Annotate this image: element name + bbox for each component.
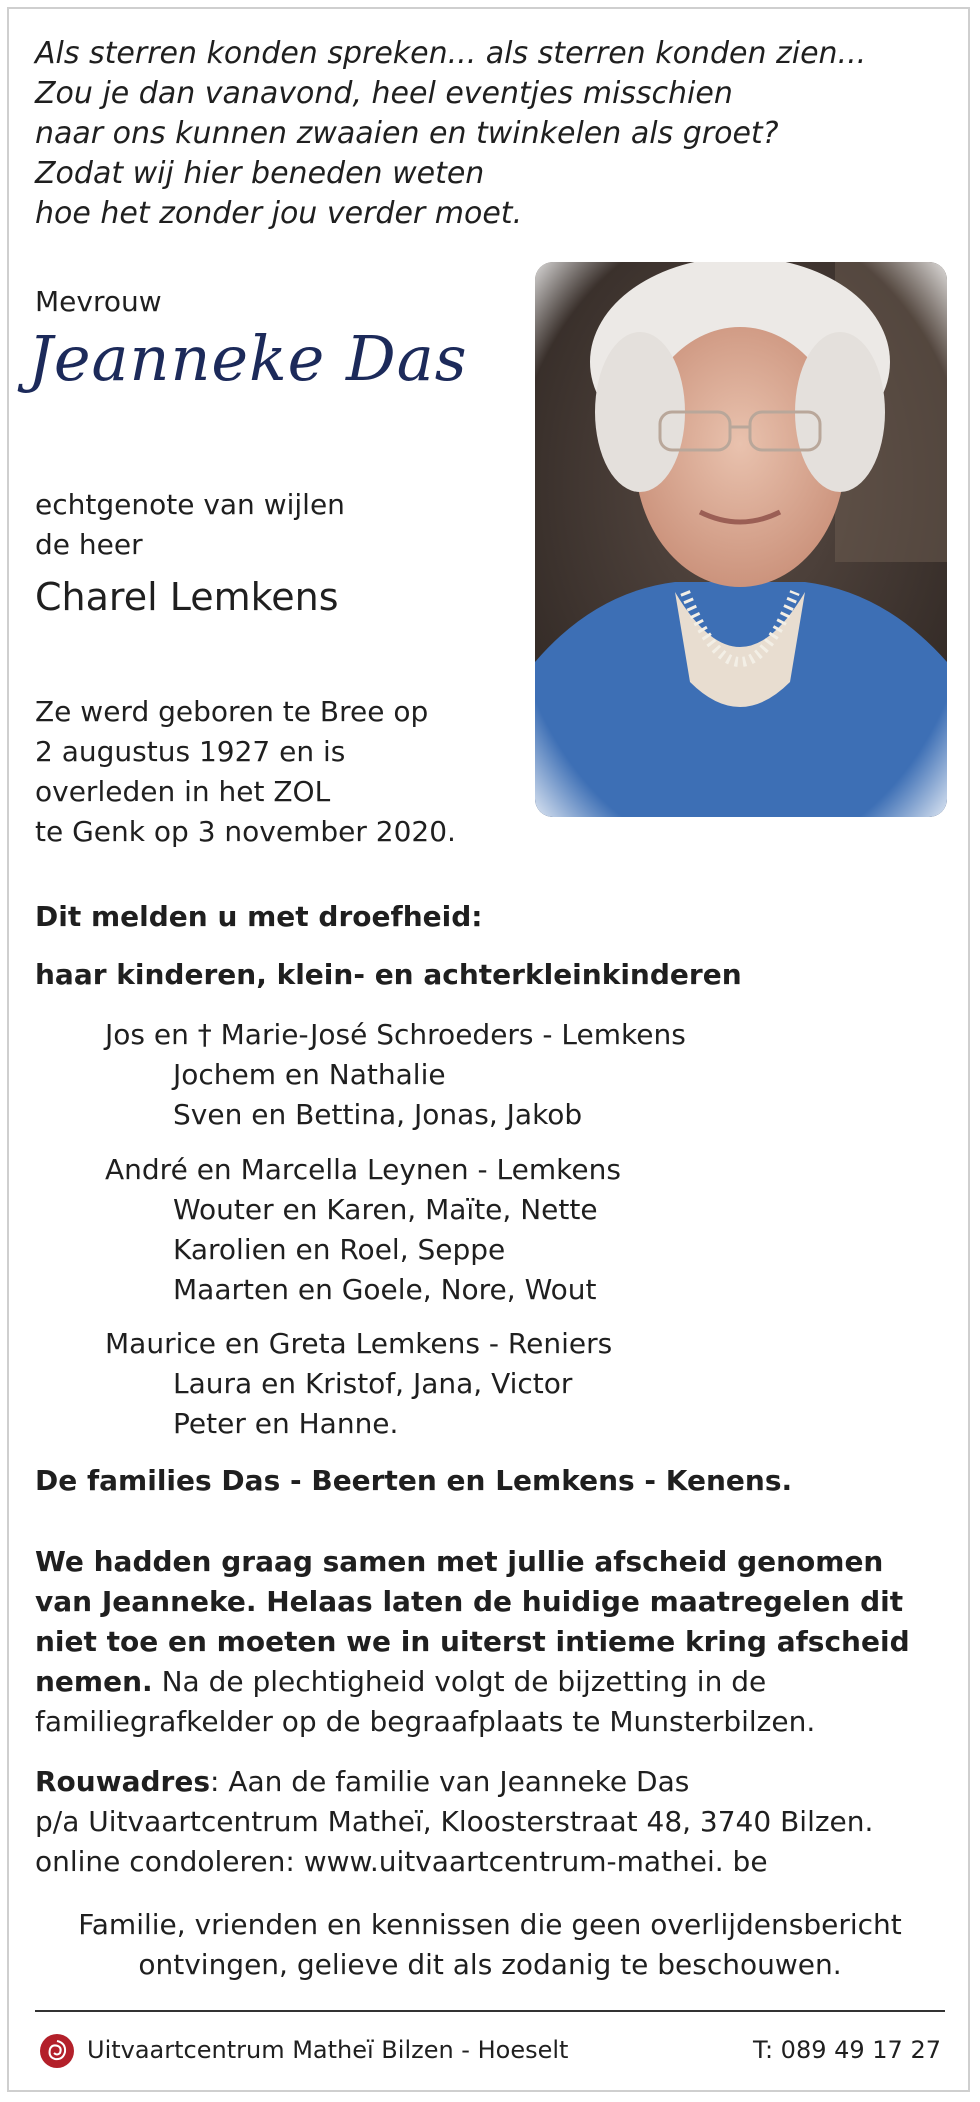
portrait-photo: [535, 262, 947, 817]
mourning-address: [35, 1762, 955, 1882]
poem-line: naar ons kunnen zwaaien en twinkelen als groet?: [35, 116, 779, 151]
farewell-message-bold: We hadden graag samen met jullie afscheid genomen van Jeanneke. Helaas laten de huidige maatregelen dit niet toe en moeten we in uiterst intieme kring afscheid nemen.: [35, 1545, 910, 1698]
other-families: De families Das - Beerten en Lemkens - Kenens.: [35, 1464, 793, 1497]
family-member: Peter en Hanne.: [173, 1407, 399, 1440]
family-member: Sven en Bettina, Jonas, Jakob: [173, 1098, 583, 1131]
spouse-intro-line: echtgenote van wijlen: [35, 488, 345, 521]
family-member: Jochem en Nathalie: [173, 1058, 446, 1091]
address-line: p/a Uitvaartcentrum Matheï, Kloosterstraat 48, 3740 Bilzen.: [35, 1805, 874, 1838]
farewell-message-normal: Na de plechtigheid volgt de bijzetting in de familiegrafkelder op de begraafplaats te Munsterbilzen.: [35, 1665, 816, 1738]
family-head: Jos en † Marie-José Schroeders - Lemkens: [105, 1018, 686, 1051]
children-heading: haar kinderen, klein- en achterkleinkinderen: [35, 958, 742, 991]
farewell-message: [35, 1542, 950, 1742]
birth-death-line: te Genk op 3 november 2020.: [35, 815, 456, 848]
poem: [35, 34, 935, 234]
poem-line: hoe het zonder jou verder moet.: [35, 196, 523, 231]
family-head: André en Marcella Leynen - Lemkens: [105, 1153, 621, 1186]
footer: [35, 2030, 945, 2074]
family-member: Laura en Kristof, Jana, Victor: [173, 1367, 573, 1400]
family-group: [35, 1150, 935, 1310]
spouse-intro-line: de heer: [35, 528, 143, 561]
condolence-link[interactable]: online condoleren: www.uitvaartcentrum-mathei. be: [35, 1845, 768, 1878]
birth-death-line: Ze werd geboren te Bree op: [35, 695, 429, 728]
poem-line: Als sterren konden spreken... als sterren konden zien...: [35, 36, 867, 71]
spouse-intro: [35, 485, 345, 565]
birth-death-line: overleden in het ZOL: [35, 775, 331, 808]
company-name: Uitvaartcentrum Matheï Bilzen - Hoeselt: [87, 2036, 569, 2064]
rose-logo-icon: [39, 2033, 75, 2069]
spouse-name: Charel Lemkens: [35, 575, 339, 619]
announcement: Dit melden u met droefheid:: [35, 900, 483, 933]
family-group: [35, 1015, 935, 1135]
address-line: : Aan de familie van Jeanneke Das: [210, 1765, 690, 1798]
deceased-name: Jeanneke Das: [28, 322, 468, 395]
birth-death-info: [35, 692, 456, 852]
family-group: [35, 1324, 935, 1444]
phone-number[interactable]: T: 089 49 17 27: [752, 2036, 941, 2064]
family-head: Maurice en Greta Lemkens - Reniers: [105, 1327, 613, 1360]
notice-text: Familie, vrienden en kennissen die geen overlijdensbericht ontvingen, gelieve dit als zodanig te beschouwen.: [78, 1908, 902, 1981]
family-member: Karolien en Roel, Seppe: [173, 1233, 506, 1266]
footer-divider: [35, 2010, 945, 2012]
family-member: Wouter en Karen, Maïte, Nette: [173, 1193, 598, 1226]
address-label: Rouwadres: [35, 1765, 210, 1798]
family-member: Maarten en Goele, Nore, Wout: [173, 1273, 597, 1306]
birth-death-line: 2 augustus 1927 en is: [35, 735, 346, 768]
poem-line: Zou je dan vanavond, heel eventjes misschien: [35, 76, 733, 111]
poem-line: Zodat wij hier beneden weten: [35, 156, 485, 191]
deceased-title: Mevrouw: [35, 285, 162, 318]
